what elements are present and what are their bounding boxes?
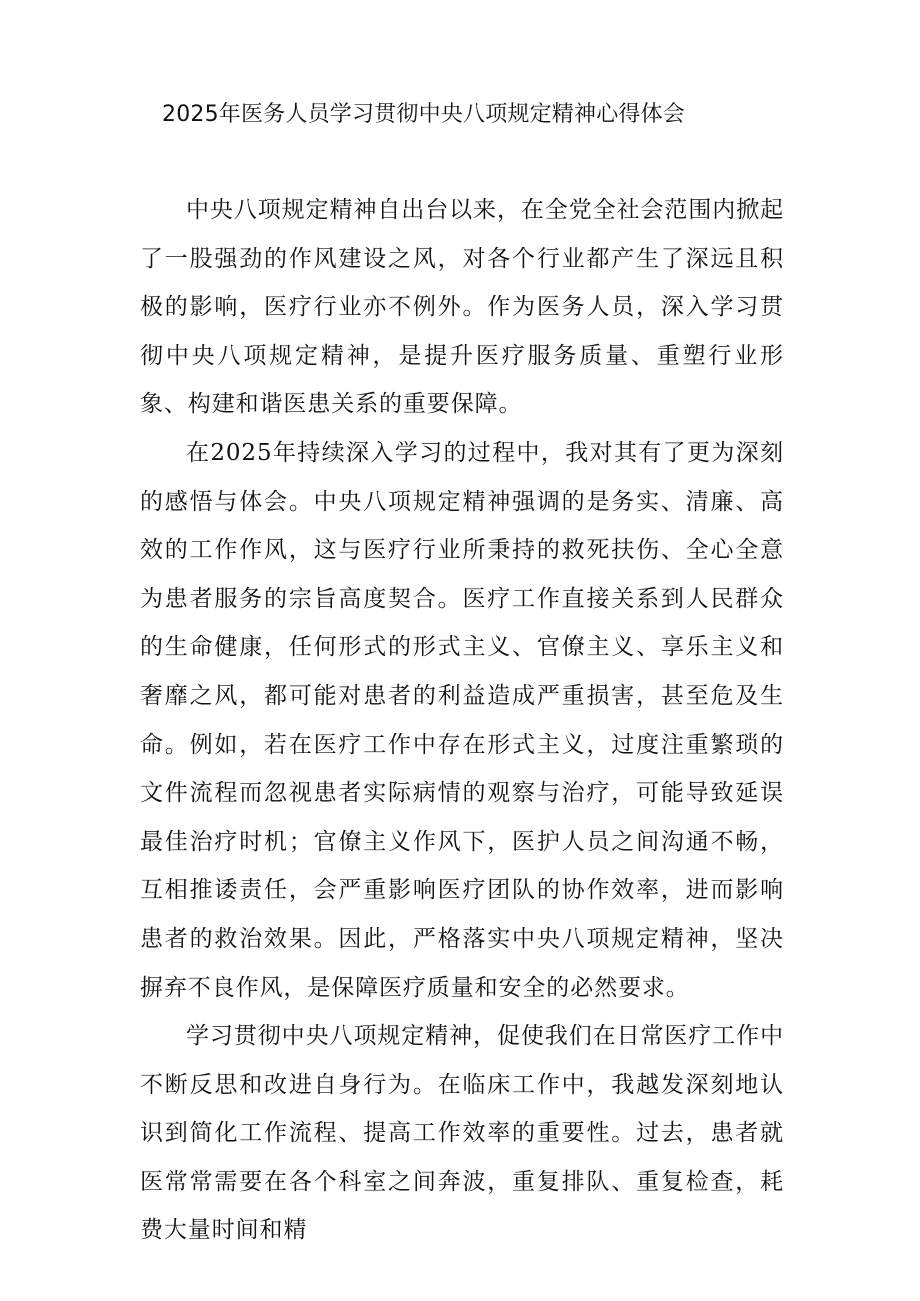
paragraph-1: 中央八项规定精神自出台以来，在全党全社会范围内掀起了一股强劲的作风建设之风，对各个行业都产生了深远且积极的影响，医疗行业亦不例外。作为医务人员，深入学习贯彻中央八项规定精神，是提升医疗服务质量、重塑行业形象、构建和谐医患关系的重要保障。 xyxy=(140,197,784,418)
paragraph-2: 在2025年持续深入学习的过程中，我对其有了更为深刻的感悟与体会。中央八项规定精神强调的是务实、清廉、高效的工作作风，这与医疗行业所秉持的救死扶伤、全心全意为患者服务的宗旨高度契合。医疗工作直接关系到人民群众的生命健康，任何形式的形式主义、官僚主义、享乐主义和奢靡之风，都可能对患者的利益造成严重损害，甚至危及生命。例如，若在医疗工作中存在形式主义，过度注重繁琐的文件流程而忽视患者实际病情的观察与治疗，可能导致延误最佳治疗时机；官僚主义作风下，医护人员之间沟通不畅，互相推诿责任，会严重影响医疗团队的协作效率，进而影响患者的救治效果。因此，严格落实中央八项规定精神，坚决摒弃不良作风，是保障医疗质量和安全的必然要求。 xyxy=(140,439,784,1001)
document-title: 2025年医务人员学习贯彻中央八项规定精神心得体会 xyxy=(162,102,685,127)
paragraph-3: 学习贯彻中央八项规定精神，促使我们在日常医疗工作中不断反思和改进自身行为。在临床工作中，我越发深刻地认识到简化工作流程、提高工作效率的重要性。过去，患者就医常常需要在各个科室之间奔波，重复排队、重复检查，耗费大量时间和精 xyxy=(140,1023,784,1244)
document-body xyxy=(140,186,784,1255)
